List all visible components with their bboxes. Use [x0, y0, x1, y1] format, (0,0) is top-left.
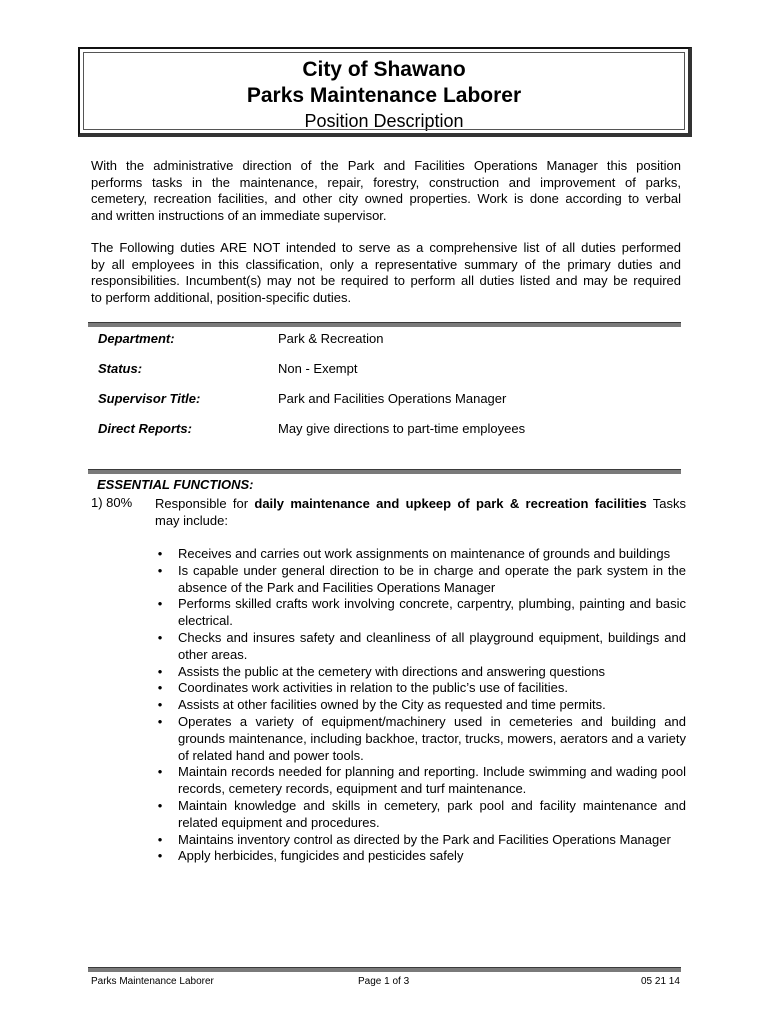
- duty-text: Performs skilled crafts work involving concrete, carpentry, plumbing, painting and basic electrical.: [178, 596, 686, 629]
- list-item: [155, 798, 686, 832]
- function-tail: Tasks may include:: [155, 496, 686, 528]
- info-value: Park & Recreation: [278, 331, 384, 346]
- footer-document-title: Parks Maintenance Laborer: [91, 976, 214, 987]
- org-name: City of Shawano: [302, 58, 466, 81]
- bullet-icon: •: [157, 848, 163, 864]
- position-title: Parks Maintenance Laborer: [246, 84, 522, 107]
- bullet-icon: •: [157, 797, 163, 813]
- title-box-inner-border: [83, 52, 685, 130]
- duty-text: Assists at other facilities owned by the City as requested and time permits.: [178, 697, 606, 713]
- info-label: Direct Reports:: [98, 421, 192, 436]
- duty-text: Checks and insures safety and cleanliness of all playground equipment, buildings and other areas.: [178, 629, 686, 662]
- section-divider: [88, 322, 681, 327]
- intro-p1-line: and written instructions of an immediate supervisor.: [91, 207, 387, 223]
- list-item: [155, 546, 686, 563]
- info-row-status: [98, 361, 678, 379]
- list-item: [155, 697, 686, 714]
- info-row-department: [98, 331, 678, 349]
- footer-page-number: Page 1 of 3: [358, 976, 410, 987]
- function-description: [155, 495, 686, 529]
- document-type: Position Description: [304, 111, 464, 131]
- info-label: Status:: [98, 361, 143, 376]
- list-item: [155, 848, 686, 865]
- info-label: Department:: [98, 331, 175, 346]
- list-item: [155, 714, 686, 764]
- list-item: [155, 764, 686, 798]
- intro-p2-line: The Following duties ARE NOT intended to serve as a comprehensive list of all duties performed: [91, 240, 681, 255]
- bullet-icon: •: [157, 562, 163, 578]
- intro-p2-line: to perform additional, position-specific duties.: [91, 289, 352, 305]
- intro-paragraph-2: [91, 240, 681, 306]
- intro-p1-line: performs tasks in the maintenance, repair, forestry, construction and improvement of parks,: [91, 174, 681, 190]
- intro-p1-line: With the administrative direction of the Park and Facilities Operations Manager this position: [91, 158, 681, 173]
- duty-text: Operates a variety of equipment/machinery used in cemeteries and building and grounds maintenance, including backhoe, tractor, trucks, mowers, aerators and a variety of related hand and power tools.: [178, 713, 686, 763]
- bullet-icon: •: [157, 546, 163, 561]
- info-row-supervisor: [98, 391, 678, 409]
- duty-text: Maintain records needed for planning and reporting. Include swimming and wading pool records, cemetery records, equipment and turf maintenance.: [178, 764, 686, 797]
- section-divider: [88, 469, 681, 474]
- list-item: [155, 563, 686, 597]
- info-value: Park and Facilities Operations Manager: [278, 391, 507, 406]
- list-item: [155, 832, 686, 849]
- function-bold-text: daily maintenance and upkeep of park & recreation facilities: [254, 496, 647, 511]
- footer-divider: [88, 967, 681, 972]
- essential-functions-heading: ESSENTIAL FUNCTIONS:: [97, 477, 254, 492]
- bullet-icon: •: [157, 663, 163, 679]
- intro-p2-line: responsibilities. Incumbent(s) may not be required to perform all duties listed and may be required: [91, 273, 681, 288]
- list-item: [155, 664, 686, 681]
- bullet-icon: •: [157, 713, 163, 729]
- bullet-icon: •: [157, 680, 163, 696]
- intro-paragraph-1: [91, 158, 681, 224]
- bullet-icon: •: [157, 831, 163, 847]
- duty-text: Assists the public at the cemetery with directions and answering questions: [178, 663, 606, 679]
- duty-text: Apply herbicides, fungicides and pesticides safely: [178, 848, 464, 864]
- list-item: [155, 630, 686, 664]
- function-lead: Responsible for: [155, 496, 249, 511]
- intro-p1-line: cemetery, recreation facilities, and other city owned properties. Work is done according to verbal: [91, 191, 681, 206]
- duties-list: [155, 546, 686, 865]
- info-label: Supervisor Title:: [98, 391, 201, 406]
- footer-date-code: 05 21 14: [641, 976, 680, 987]
- bullet-icon: •: [157, 596, 163, 612]
- info-value: Non - Exempt: [278, 361, 358, 376]
- duty-text: Maintains inventory control as directed by the Park and Facilities Operations Manager: [178, 831, 671, 847]
- bullet-icon: •: [157, 629, 163, 645]
- list-item: [155, 596, 686, 630]
- function-percent: 1) 80%: [91, 495, 133, 510]
- bullet-icon: •: [157, 764, 163, 780]
- duty-text: Is capable under general direction to be in charge and operate the park system in the absence of the Park and Facilities Operations Manager: [178, 562, 686, 595]
- duty-text: Coordinates work activities in relation to the public’s use of facilities.: [178, 680, 568, 696]
- info-value: May give directions to part-time employees: [278, 421, 526, 436]
- intro-p2-line: by all employees in this classification, only a representative summary of the primary duties and: [91, 256, 681, 272]
- info-row-direct-reports: [98, 421, 678, 439]
- duty-text: Maintain knowledge and skills in cemetery, park pool and facility maintenance and related equipment and procedures.: [178, 797, 686, 830]
- title-box: [78, 47, 692, 137]
- duty-text: Receives and carries out work assignments on maintenance of grounds and buildings: [178, 546, 671, 561]
- bullet-icon: •: [157, 697, 163, 713]
- list-item: [155, 680, 686, 697]
